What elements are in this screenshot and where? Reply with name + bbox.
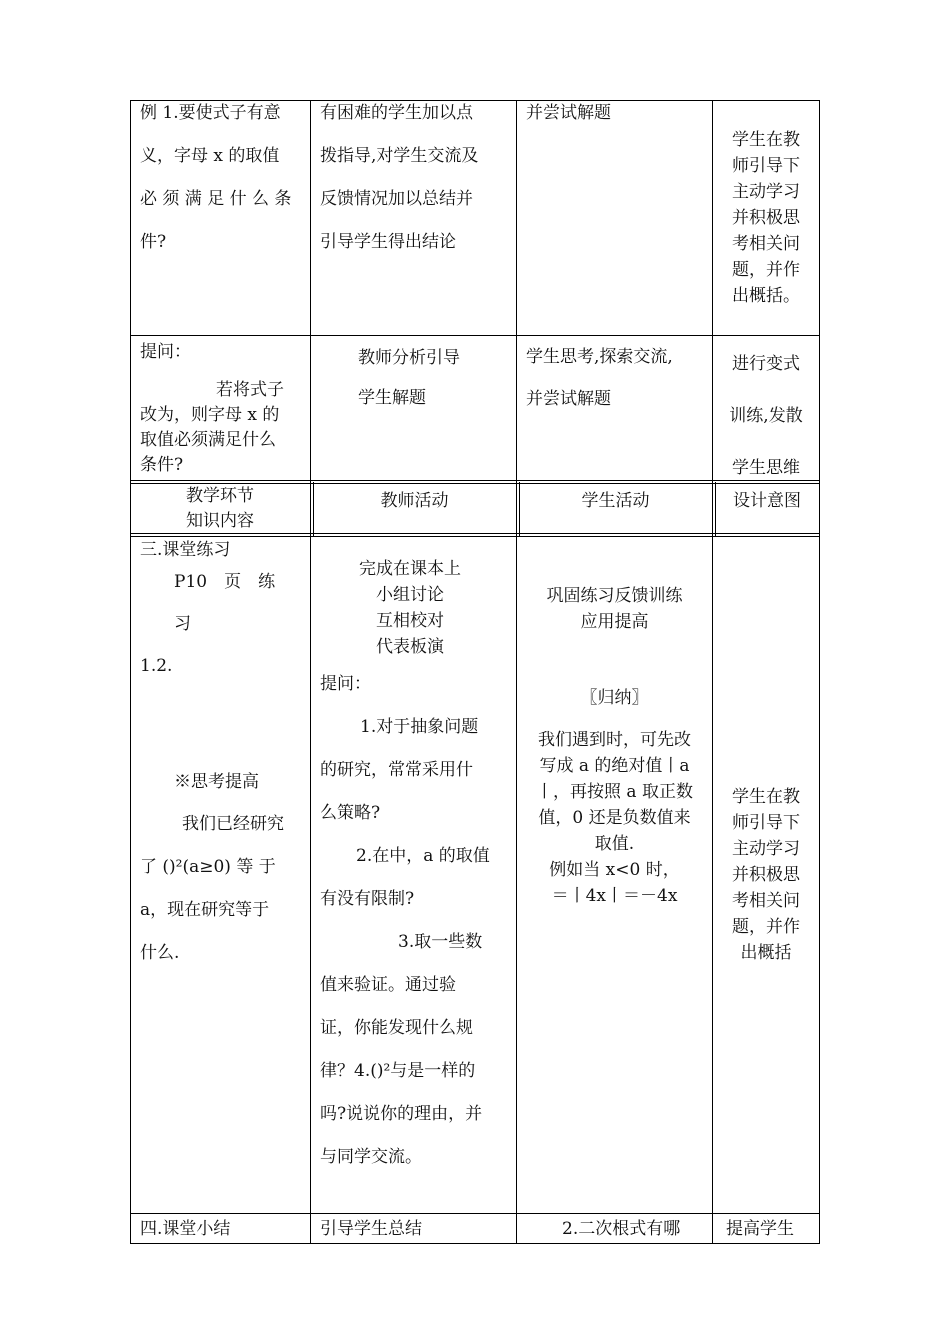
text-line: 主动学习 [732,839,800,859]
section-title: 四.课堂小结 [140,1219,231,1239]
text-line: 并尝试解题 [526,103,611,123]
text-line: 并尝试解题 [526,389,611,409]
text-line: 了 ()²(a≥0) 等 于 [140,857,276,877]
header-label: 教师活动 [380,491,449,511]
text-line: 拨指导,对学生交流及 [320,146,479,166]
text-line: 学生在教 [732,787,800,807]
text-line: 题，并作 [732,260,800,280]
text-line: 并积极思 [732,865,800,885]
summary-student [562,1215,710,1243]
text-line: 例如当 x<0 时， [549,860,680,880]
text-line: 与同学交流。 [320,1147,422,1167]
summary-teacher [320,1215,512,1243]
column-divider-1 [310,100,311,1244]
text-line: 改为，则字母 x 的 [140,405,280,425]
text-line: 师引导下 [732,156,800,176]
header-student-activity [519,488,712,514]
text-line: 应用提高 [580,612,649,632]
row-divider-1 [130,335,820,336]
text-line: 写成 a 的绝对值丨a [539,756,690,776]
text-line: 丨，再按照 a 取正数 [536,782,693,802]
text-line: 学生思维 [732,458,800,478]
text-line: 提高学生 [726,1219,794,1239]
header-label: 设计意图 [733,491,801,511]
text-line: 值，0 还是负数值来 [538,808,691,828]
text-line: 例 1.要使式子有意 [140,103,281,123]
text-line: 考相关问 [732,234,800,254]
text-line: ＝丨4x丨＝－4x [551,886,678,906]
text-line: 么策略? [320,803,381,823]
practice-content [140,537,306,975]
question-intent [713,338,819,494]
lesson-plan-table [130,100,820,1244]
text-line: 出概括。 [732,286,800,306]
header-label: 知识内容 [186,511,254,531]
text-line: 完成在课本上 [359,559,461,579]
text-line: 并积极思 [732,208,800,228]
practice-student [517,583,712,909]
summary-intent [726,1215,816,1243]
text-line: 取值. [594,834,635,854]
header-label: 学生活动 [581,491,650,511]
text-line: 值来验证。通过验 [320,975,456,995]
example1-teacher [320,92,512,264]
text-line: 提问： [140,342,191,362]
text-line: 有没有限制? [320,889,415,909]
question-content [140,338,306,478]
text-line: P10 页 练 习 [174,572,293,634]
text-line: 题，并作 [732,917,800,937]
row-divider-4 [130,1213,820,1214]
text-line: 学生思考,探索交流, [526,347,673,367]
text-line: 教师分析引导 [358,348,460,368]
text-line: 引导学生得出结论 [320,232,456,252]
question-teacher [358,338,508,418]
text-line: 互相校对 [376,611,444,631]
text-line: 〖归纳〗 [580,688,649,708]
text-line: 证，你能发现什么规 [320,1018,473,1038]
question-student [526,336,710,420]
text-line: 反馈情况加以总结并 [320,189,473,209]
text-line: 巩固练习反馈训练 [546,586,683,606]
text-line: 取值必须满足什么 [140,430,276,450]
text-line: 主动学习 [732,182,800,202]
text-line: 引导学生总结 [320,1219,422,1239]
text-line: 小组讨论 [376,585,444,605]
text-line: 的研究，常常采用什 [320,760,473,780]
text-line: 有困难的学生加以点 [320,103,473,123]
text-line: 我们遇到时，可先改 [538,730,691,750]
text-line: 必 须 满 足 什 么 条 [140,189,292,209]
header-section-knowledge [130,484,310,534]
text-line: 1.2. [140,656,173,676]
text-line: 学生在教 [732,130,800,150]
text-line: 2.在中，a 的取值 [356,846,490,866]
table-border-right [819,100,820,1244]
text-line: 提问： [320,674,371,694]
practice-teacher [320,556,512,1179]
text-line: 师引导下 [732,813,800,833]
header-label: 教学环节 [186,486,254,506]
header-teacher-activity [313,488,516,514]
text-line: 义，字母 x 的取值 [140,146,280,166]
text-line: 代表板演 [376,637,444,657]
text-line: 件? [140,232,167,252]
table-border-left [130,100,131,1244]
text-line: 出概括 [740,943,792,963]
text-line: 若将式子 [216,380,284,400]
text-line: 1.对于抽象问题 [360,717,479,737]
example1-content [140,92,304,264]
example1-student [526,92,708,135]
text-line: 3.取一些数 [398,932,483,952]
header-design-intent [715,488,819,514]
text-line: 训练,发散 [729,406,803,426]
text-line: 律？4.()²与是一样的 [320,1061,476,1081]
example1-intent [713,127,819,309]
section-title: ※思考提高 [174,772,259,792]
text-line: 吗?说说你的理由，并 [320,1104,483,1124]
text-line: 考相关问 [732,891,800,911]
text-line: a，现在研究等于 [140,900,270,920]
summary-content [140,1215,306,1243]
text-line: 我们已经研究 [182,814,284,834]
text-line: 进行变式 [732,354,800,374]
section-title: 三.课堂练习 [140,540,231,560]
text-line: 2.二次根式有哪 [562,1219,681,1239]
table-border-bottom [130,1243,820,1244]
text-line: 什么. [140,943,180,963]
text-line: 条件? [140,455,184,475]
practice-intent [713,784,819,966]
text-line: 学生解题 [358,388,426,408]
